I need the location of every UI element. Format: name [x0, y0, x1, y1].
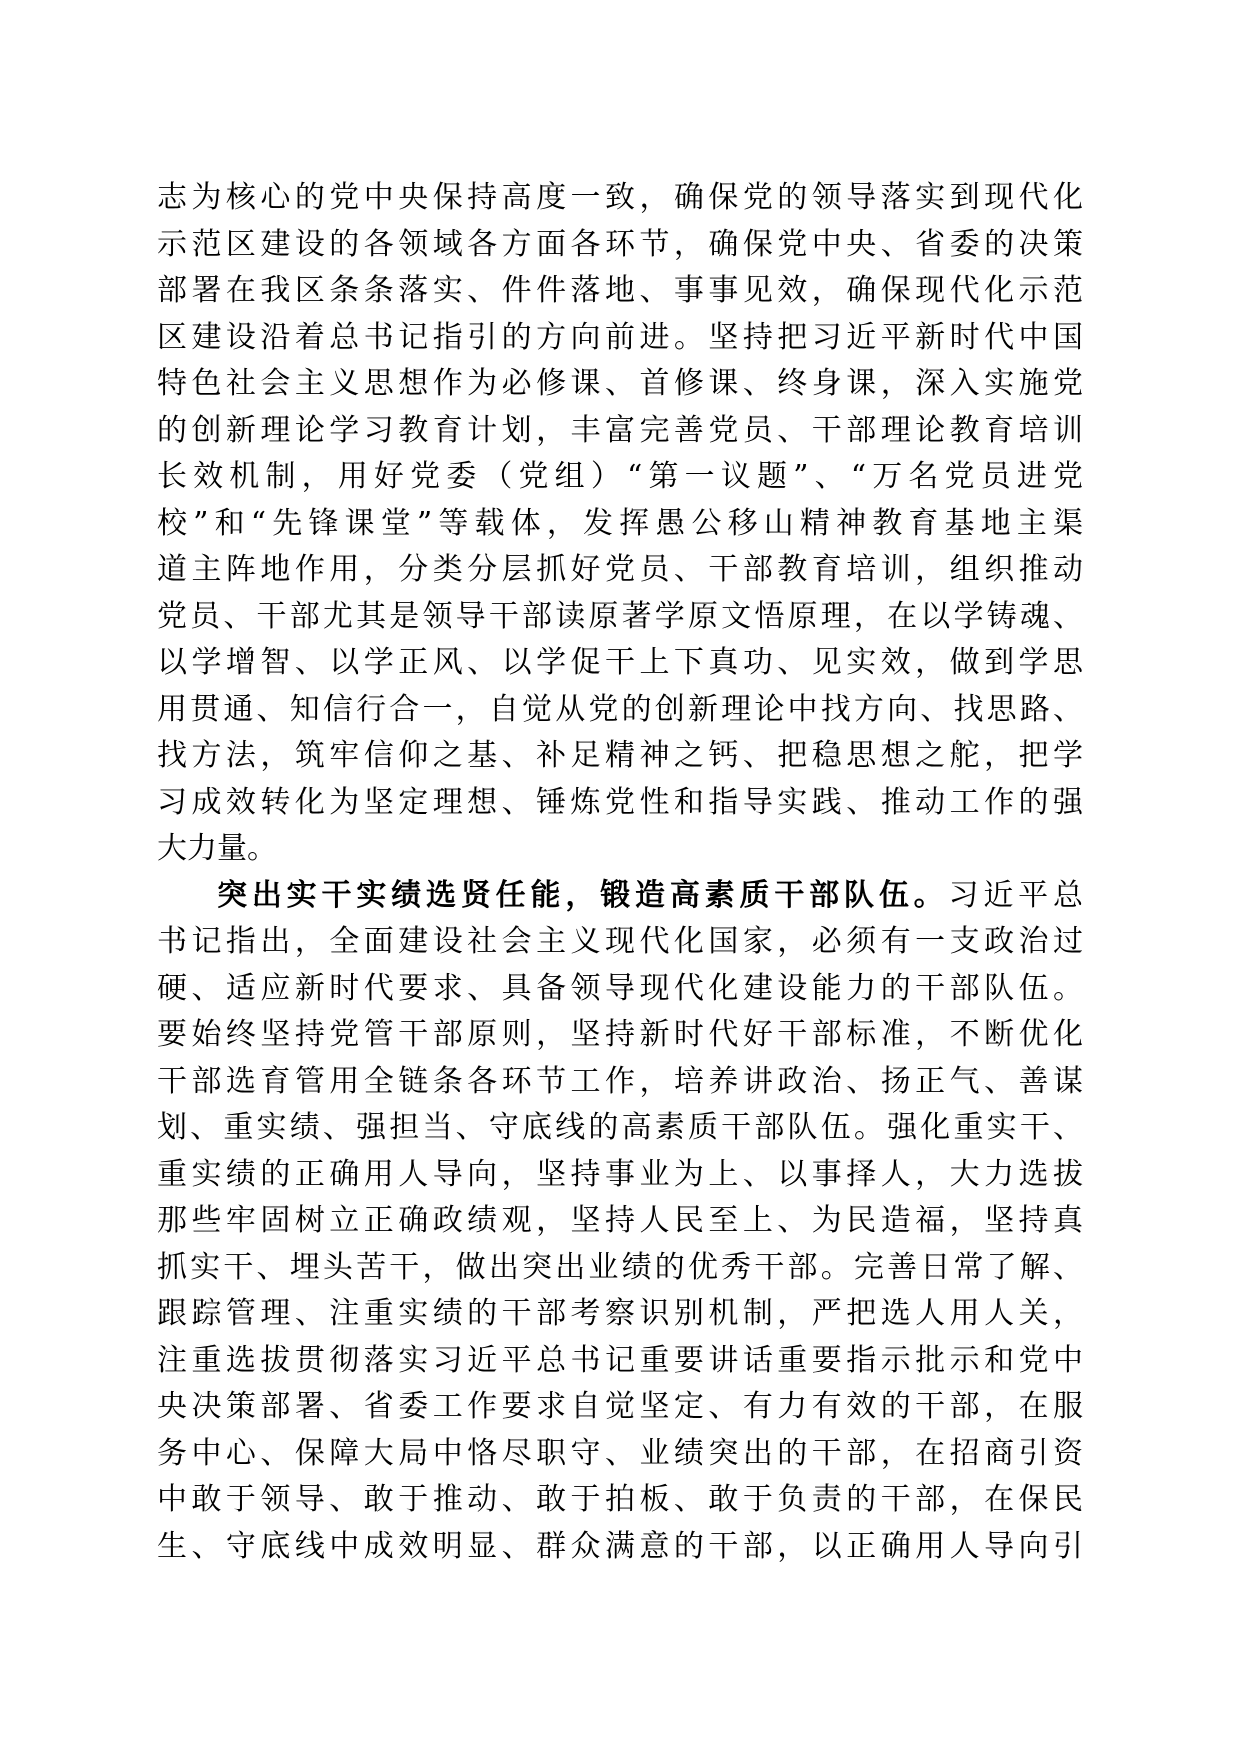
text-line: 习成效转化为坚定理想、锤炼党性和指导实践、推动工作的强	[157, 784, 1083, 820]
text-line: 跟踪管理、注重实绩的干部考察识别机制，严把选人用人关，	[157, 1296, 1083, 1331]
text-line: 抓实干、埋头苦干，做出突出业绩的优秀干部。完善日常了解、	[157, 1249, 1083, 1285]
paragraph-cadre-selection	[157, 873, 1083, 1571]
text-line: 特色社会主义思想作为必修课、首修课、终身课，深入实施党	[157, 366, 1083, 401]
text-line: 重实绩的正确用人导向，坚持事业为上、以事择人，大力选拔	[157, 1156, 1083, 1192]
text-line: 大力量。	[157, 831, 277, 866]
document-body	[157, 175, 1083, 1570]
text-line: 长效机制，用好党委（党组）“第一议题”、“万名党员进党	[157, 459, 1083, 494]
text-line: 务中心、保障大局中恪尽职守、业绩突出的干部，在招商引资	[157, 1435, 1083, 1471]
text-line: 那些牢固树立正确政绩观，坚持人民至上、为民造福，坚持真	[157, 1203, 1083, 1238]
text-line: 以学增智、以学正风、以学促干上下真功、见实效，做到学思	[157, 645, 1083, 680]
paragraph-party-leadership	[157, 175, 1083, 873]
text-line: 的创新理论学习教育计划，丰富完善党员、干部理论教育培训	[157, 412, 1083, 448]
text-line: 校”和“先锋课堂”等载体，发挥愚公移山精神教育基地主渠	[157, 505, 1083, 541]
text-line: 道主阵地作用，分类分层抓好党员、干部教育培训，组织推动	[157, 552, 1083, 587]
text-line: 划、重实绩、强担当、守底线的高素质干部队伍。强化重实干、	[157, 1110, 1083, 1145]
text-line: 生、守底线中成效明显、群众满意的干部，以正确用人导向引	[157, 1528, 1083, 1564]
text-line: 注重选拔贯彻落实习近平总书记重要讲话重要指示批示和党中	[157, 1342, 1083, 1378]
text-line: 书记指出，全面建设社会主义现代化国家，必须有一支政治过	[157, 924, 1083, 959]
text-line: 部署在我区条条落实、件件落地、事事见效，确保现代化示范	[157, 273, 1083, 308]
text-line: 中敢于领导、敢于推动、敢于拍板、敢于负责的干部，在保民	[157, 1482, 1083, 1517]
text-line: 用贯通、知信行合一，自觉从党的创新理论中找方向、找思路、	[157, 691, 1083, 727]
text-line: 志为核心的党中央保持高度一致，确保党的领导落实到现代化	[157, 180, 1083, 215]
text-line: 找方法，筑牢信仰之基、补足精神之钙、把稳思想之舵，把学	[157, 738, 1083, 773]
text-line: 要始终坚持党管干部原则，坚持新时代好干部标准，不断优化	[157, 1017, 1083, 1052]
text-line: 干部选育管用全链条各环节工作，培养讲政治、扬正气、善谋	[157, 1063, 1083, 1099]
paragraph-first-line	[157, 873, 1083, 920]
text-line: 区建设沿着总书记指引的方向前进。坚持把习近平新时代中国	[157, 319, 1083, 355]
paragraph-heading: 突出实干实绩选贤任能，锻造高素质干部队伍。	[217, 877, 949, 913]
text-line: 示范区建设的各领域各方面各环节，确保党中央、省委的决策	[157, 226, 1083, 262]
text-line: 央决策部署、省委工作要求自觉坚定、有力有效的干部，在服	[157, 1389, 1083, 1424]
text-line: 硬、适应新时代要求、具备领导现代化建设能力的干部队伍。	[157, 970, 1083, 1006]
text-span: 习近平总	[948, 877, 1083, 913]
text-line: 党员、干部尤其是领导干部读原著学原文悟原理，在以学铸魂、	[157, 598, 1083, 634]
